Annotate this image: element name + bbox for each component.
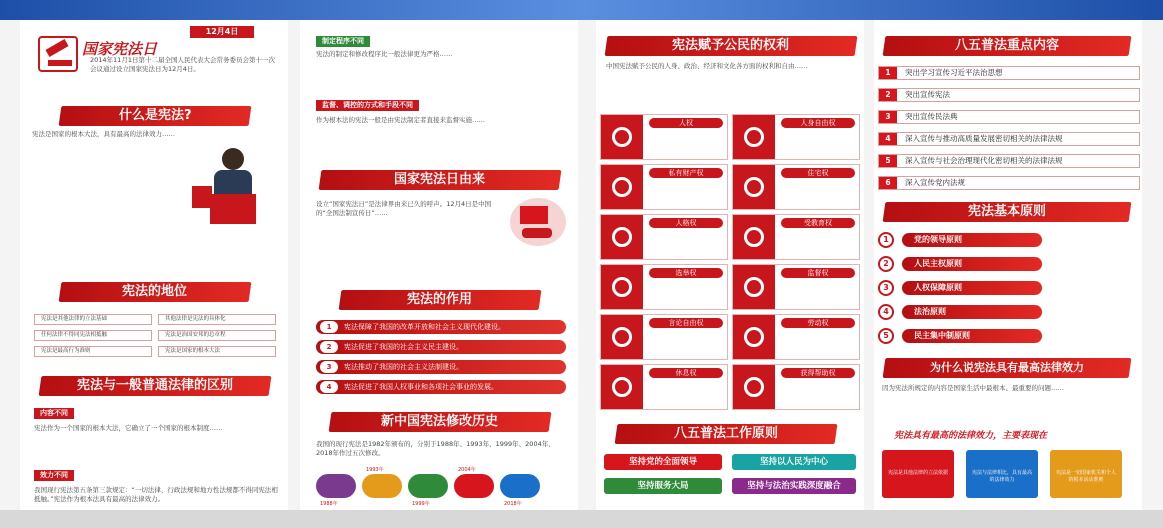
tag-effect: 效力不同 xyxy=(34,470,74,481)
timeline-node xyxy=(500,474,540,498)
status-item: 宪法是国家的根本大法 xyxy=(158,346,276,357)
timeline-node xyxy=(316,474,356,498)
status-item: 其他法律是宪法的具体化 xyxy=(158,314,276,325)
right-card: 人格权 xyxy=(600,214,728,260)
principle-item: 4 法治原则 xyxy=(878,304,1118,320)
worker-icon xyxy=(733,315,775,359)
supervision-text: 作为根本法的宪法一般是由宪法制定者直接来监督实施…… xyxy=(316,116,485,124)
timeline-year: 1988年 xyxy=(320,501,338,507)
rights-text: 中国宪法赋予公民的人身、政治、经济和文化各方面的权利和自由…… xyxy=(606,62,808,70)
heading-diff: 宪法与一般普通法律的区别 xyxy=(39,376,272,396)
gavel-icon xyxy=(38,36,78,72)
key-item: 6 深入宣传党内法规 xyxy=(878,176,1140,190)
rest-icon xyxy=(601,365,643,409)
work-item: 坚持服务大局 xyxy=(604,478,722,494)
timeline-node xyxy=(454,474,494,498)
heading-principle: 宪法基本原则 xyxy=(883,202,1132,222)
book-icon xyxy=(733,215,775,259)
right-card: 人权 xyxy=(600,114,728,160)
heading-role: 宪法的作用 xyxy=(339,290,542,310)
flag-illustration xyxy=(510,198,566,246)
status-item: 宪法是其他法律的立法基础 xyxy=(34,314,152,325)
tag-procedure: 制定程序不同 xyxy=(316,36,370,47)
role-item: 4 宪法促进了我国人权事业和各项社会事业的发展。 xyxy=(316,380,566,394)
role-item: 3 宪法推动了我国的社会主义法制建设。 xyxy=(316,360,566,374)
origin-text: 设立“国家宪法日”是法律界由来已久的呼声。12月4日是中国的“全国法制宣传日”…… xyxy=(316,200,492,217)
role-item: 1 宪法保障了我国的改革开放和社会主义现代化建设。 xyxy=(316,320,566,334)
panel-rights xyxy=(596,20,864,510)
date-badge: 12月4日 xyxy=(190,26,254,38)
timeline-node xyxy=(362,474,402,498)
key-item: 1 突出学习宣传习近平法治思想 xyxy=(878,66,1140,80)
step-card xyxy=(882,450,954,498)
timeline-year: 2018年 xyxy=(504,501,522,507)
timeline-year: 2004年 xyxy=(458,467,476,473)
right-card: 言论自由权 xyxy=(600,314,728,360)
heading-work: 八五普法工作原则 xyxy=(615,424,838,444)
step-label: 宪法是其他法律的立法依据 xyxy=(887,470,948,476)
heading-why: 为什么说宪法具有最高法律效力 xyxy=(883,358,1132,378)
work-item: 坚持党的全面领导 xyxy=(604,454,722,470)
heading-status: 宪法的地位 xyxy=(59,282,252,302)
right-card: 住宅权 xyxy=(732,164,860,210)
heading-history: 新中国宪法修改历史 xyxy=(329,412,552,432)
work-item: 坚持以人民为中心 xyxy=(732,454,856,470)
property-icon xyxy=(601,165,643,209)
speaker-illustration xyxy=(202,148,272,224)
heading-rights: 宪法赋予公民的权利 xyxy=(605,36,858,56)
person-icon xyxy=(601,115,643,159)
principle-item: 2 人民主权原则 xyxy=(878,256,1118,272)
timeline-node xyxy=(408,474,448,498)
right-card: 休息权 xyxy=(600,364,728,410)
history-timeline xyxy=(316,466,566,506)
principle-item: 5 民主集中制原则 xyxy=(878,328,1118,344)
timeline-year: 1993年 xyxy=(366,467,384,473)
right-card: 监督权 xyxy=(732,264,860,310)
house-icon xyxy=(733,165,775,209)
heading-key: 八五普法重点内容 xyxy=(883,36,1132,56)
key-item: 3 突出宣传民法典 xyxy=(878,110,1140,124)
key-item: 5 深入宣传与社会治理现代化密切相关的法律法规 xyxy=(878,154,1140,168)
right-card: 私有财产权 xyxy=(600,164,728,210)
effect-text: 我国现行宪法第五条第三款规定：“一切法律、行政法规和地方性法规都不得同宪法相抵触。”宪法作为根本法具有最高的法律效力。 xyxy=(34,486,278,503)
heading-origin: 国家宪法日由来 xyxy=(319,170,562,190)
role-item: 2 宪法促进了我国的社会主义民主建设。 xyxy=(316,340,566,354)
right-card: 受教育权 xyxy=(732,214,860,260)
work-item: 坚持与法治实践深度融合 xyxy=(732,478,856,494)
ballot-icon xyxy=(601,265,643,309)
panel-title: 国家宪法日 xyxy=(82,40,158,58)
intro-text: 2014年11月1日第十二届全国人民代表大会常务委员会第十一次会议通过设立国家宪法日为12月4日。 xyxy=(90,56,275,73)
what-text: 宪法是国家的根本大法，具有最高的法律效力…… xyxy=(32,130,175,138)
status-item: 宪法是最高行为准则 xyxy=(34,346,152,357)
speech-icon xyxy=(601,315,643,359)
panel-key-content xyxy=(874,20,1142,510)
content-text: 宪法作为一个国家的根本大法，它确立了一个国家的根本制度…… xyxy=(34,424,223,432)
step-card xyxy=(1050,450,1122,498)
key-item: 2 突出宣传宪法 xyxy=(878,88,1140,102)
status-item: 宪法是治国安邦的总章程 xyxy=(158,330,276,341)
right-card: 获得帮助权 xyxy=(732,364,860,410)
right-card: 劳动权 xyxy=(732,314,860,360)
walking-icon xyxy=(733,115,775,159)
step-label: 宪法是一切国家机关和个人的根本活动准则 xyxy=(1055,470,1116,483)
history-text: 我国的现行宪法是1982年颁布的，分别于1988年、1993年、1999年、2004年、2018年作过五次修改。 xyxy=(316,440,555,457)
key-item: 4 深入宣传与推动高质量发展密切相关的法律法规 xyxy=(878,132,1140,146)
procedure-text: 宪法的制定和修改程序比一般法律更为严格…… xyxy=(316,50,453,58)
why-subheading: 宪法具有最高的法律效力，主要表现在 xyxy=(894,431,1048,441)
principle-item: 3 人权保障原则 xyxy=(878,280,1118,296)
right-card: 选举权 xyxy=(600,264,728,310)
status-item: 任何法律不得同宪法相抵触 xyxy=(34,330,152,341)
step-card xyxy=(966,450,1038,498)
camera-icon xyxy=(733,265,775,309)
dignity-icon xyxy=(601,215,643,259)
help-icon xyxy=(733,365,775,409)
right-card: 人身自由权 xyxy=(732,114,860,160)
why-text: 因为宪法所规定的内容是国家生活中最根本、最重要的问题…… xyxy=(882,384,1064,392)
tag-supervision: 监督、调控的方式和手段不同 xyxy=(316,100,419,111)
principle-item: 1 党的领导原则 xyxy=(878,232,1118,248)
heading-what: 什么是宪法? xyxy=(59,106,252,126)
top-strip xyxy=(0,0,1163,20)
tag-content: 内容不同 xyxy=(34,408,74,419)
panel-origin xyxy=(300,20,578,510)
timeline-year: 1999年 xyxy=(412,501,430,507)
panel-constitution-day xyxy=(20,20,288,510)
step-label: 宪法与法律相比，具有最高的法律效力 xyxy=(971,470,1032,483)
